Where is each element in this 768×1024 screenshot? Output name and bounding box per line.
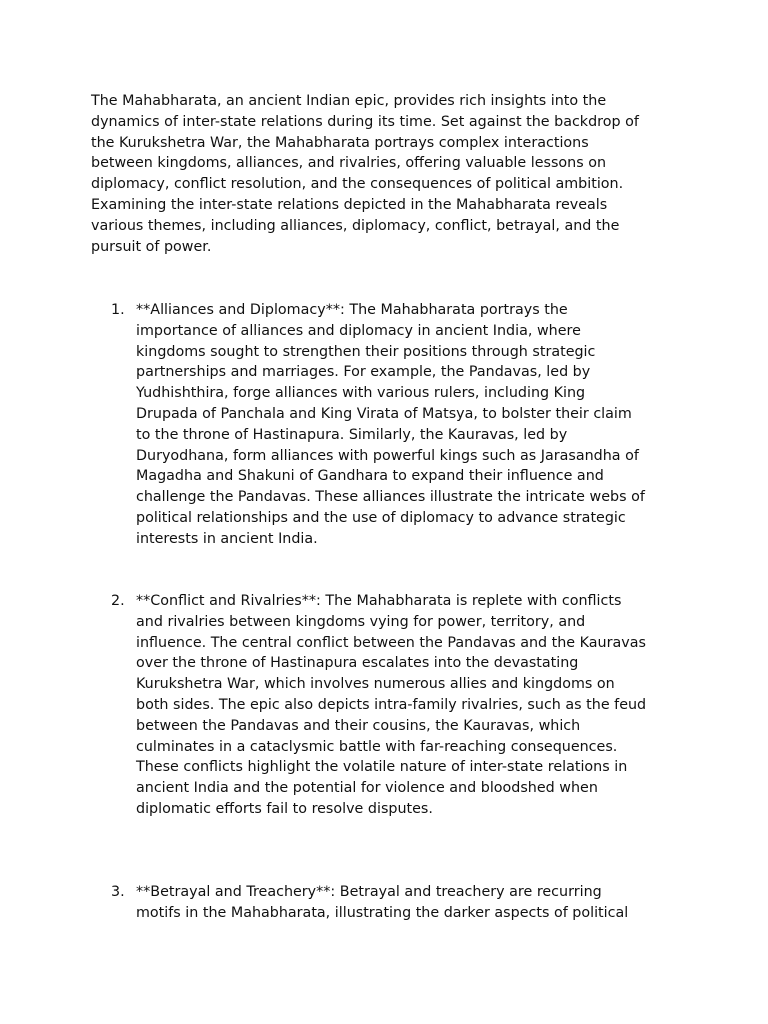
list-item-text: **Conflict and Rivalries**: The Mahabharata is replete with conflicts and rivalries between kingdoms vying for power, territory, and influence. The central conflict between the Pandavas and the Kauravas over the throne of Hastinapura escalates into the devastating Kurukshetra War, which involves numerous allies and kingdoms on both sides. The epic also depicts intra-family rivalries, such as the feud between the Pandavas and their cousins, the Kauravas, which culminates in a cataclysmic battle with far-reaching consequences. These conflicts highlight the volatile nature of inter-state relations in ancient India and the potential for violence and bloodshed when diplomatic efforts fail to resolve disputes. bbox=[136, 593, 647, 817]
list-item-text: **Betrayal and Treachery**: Betrayal and treachery are recurring motifs in the Mahabharata, illustrating the darker aspects of political bbox=[136, 884, 629, 921]
list-item-number: 2. bbox=[111, 593, 125, 609]
list-item-text: **Alliances and Diplomacy**: The Mahabharata portrays the importance of alliances and diplomacy in ancient India, where kingdoms sought to strengthen their positions through strategic partnerships and marriages. For example, the Pandavas, led by Yudhishthira, forge alliances with various rulers, including King Drupada of Panchala and King Virata of Matsya, to bolster their claim to the throne of Hastinapura. Similarly, the Kauravas, led by Duryodhana, form alliances with powerful kings such as Jarasandha of Magadha and Shakuni of Gandhara to expand their influence and challenge the Pandavas. These alliances illustrate the intricate webs of political relationships and the use of diplomacy to advance strategic interests in ancient India. bbox=[136, 302, 645, 547]
list-item-number: 3. bbox=[111, 884, 125, 900]
list-item-number: 1. bbox=[111, 302, 125, 318]
intro-paragraph: The Mahabharata, an ancient Indian epic, provides rich insights into the dynamics of inter-state relations during its time. Set against the backdrop of the Kurukshetra War, the Mahabharata portrays complex interactions between kingdoms, alliances, and rivalries, offering valuable lessons on diplomacy, conflict resolution, and the consequences of political ambition. Examining the inter-state relations depicted in the Mahabharata reveals various themes, including alliances, diplomacy, conflict, betrayal, and the pursuit of power. bbox=[91, 93, 639, 255]
